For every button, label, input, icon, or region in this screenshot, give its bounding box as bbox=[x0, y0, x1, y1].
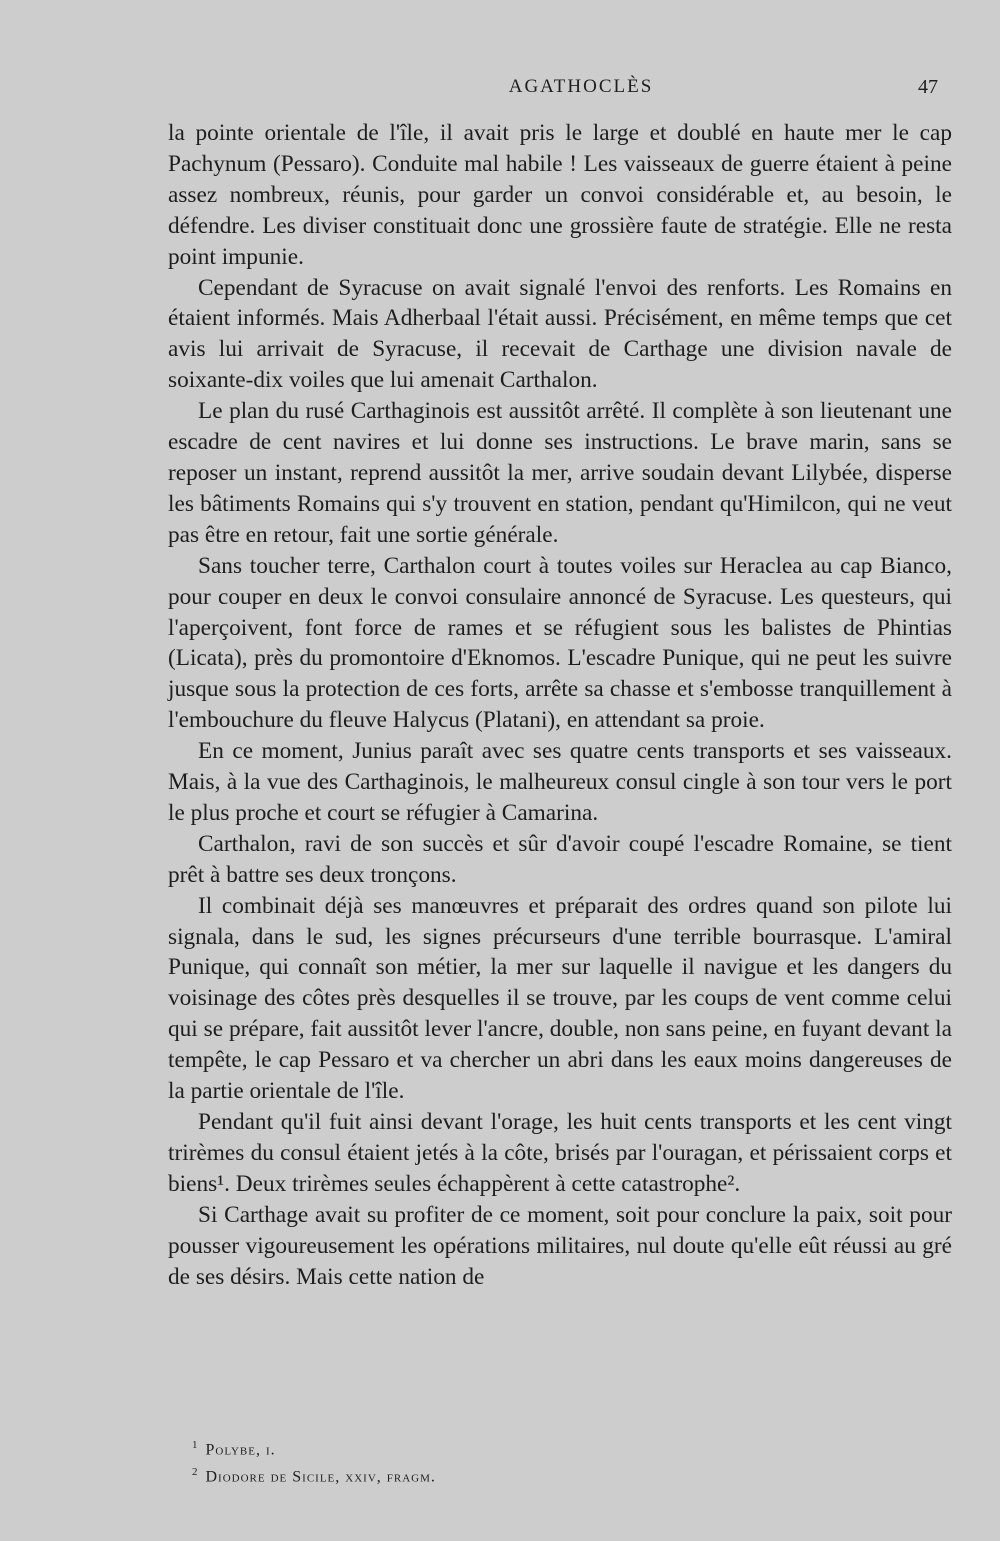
paragraph: Carthalon, ravi de son succès et sûr d'avoir coupé l'escadre Romaine, se tient prêt à battre ses deux tronçons. bbox=[168, 830, 952, 888]
footnote-mark: 2 bbox=[192, 1466, 198, 1479]
footnote-text: Polybe, i. bbox=[205, 1441, 276, 1459]
paragraph: Pendant qu'il fuit ainsi devant l'orage, les huit cents transports et les cent vingt trirèmes du consul étaient jetés à la côte, brisés par l'ouragan, et périssaient corps et biens¹. Deux trirèmes seules échappèrent à cette catastrophe². bbox=[168, 1109, 952, 1197]
paragraph: la pointe orientale de l'île, il avait pris le large et doublé en haute mer le cap Pachynum (Pessaro). Conduite mal habile ! Les vaisseaux de guerre étaient à peine assez nombreux, réunis, pour garder un convoi considérable et, au besoin, le défendre. Les diviser constituait donc une grossière faute de stratégie. Elle ne resta point impunie. bbox=[168, 120, 952, 270]
paragraph: Il combinait déjà ses manœuvres et préparait des ordres quand son pilote lui signala, dans le sud, les signes précurseurs d'une terrible bourrasque. L'amiral Punique, qui connaît son métier, la mer sur laquelle il navigue et les dangers du voisinage des côtes près desquelles il se trouve, par les coups de vent comme celui qui se prépare, fait aussitôt lever l'ancre, double, non sans peine, en fuyant devant la tempête, le cap Pessaro et va chercher un abri dans les eaux moins dangereuses de la partie orientale de l'île. bbox=[168, 892, 952, 1105]
footnote-text: Diodore de Sicile, xxiv, fragm. bbox=[205, 1468, 436, 1486]
paragraph: En ce moment, Junius paraît avec ses quatre cents transports et ses vaisseaux. Mais, à la vue des Carthaginois, le malheureux consul cingle à son tour vers le port le plus proche et court se réfugier à Camarina. bbox=[168, 738, 952, 826]
paragraph: Si Carthage avait su profiter de ce moment, soit pour conclure la paix, soit pour pousser vigoureusement les opérations militaires, nul doute qu'elle eût réussi au gré de ses désirs. Mais cette nation de bbox=[168, 1201, 952, 1290]
footnote-mark: 1 bbox=[192, 1439, 198, 1451]
body-text bbox=[168, 118, 952, 1292]
paragraph: Sans toucher terre, Carthalon court à toutes voiles sur Heraclea au cap Bianco, pour couper en deux le convoi consulaire annoncé de Syracuse. Les questeurs, qui l'aperçoivent, font force de rames et se réfugient sous les balistes de Phintias (Licata), près du promontoire d'Eknomos. L'escadre Punique, qui ne peut les suivre jusque sous la protection de ces forts, arrête sa chasse et s'embosse tranquillement à l'embouchure du fleuve Halycus (Platani), en attendant sa proie. bbox=[168, 552, 952, 734]
running-head bbox=[168, 76, 938, 106]
footnote bbox=[192, 1461, 892, 1488]
paragraph: Le plan du rusé Carthaginois est aussitôt arrêté. Il complète à son lieutenant une escadre de cent navires et lui donne ses instructions. Le brave marin, sans se reposer un instant, reprend aussitôt la mer, arrive soudain devant Lilybée, disperse les bâtiments Romains qui s'y trouvent en station, pendant qu'Himilcon, qui ne veut pas être en retour, fait une sortie générale. bbox=[168, 398, 952, 548]
running-head-title: AGATHOCLÈS bbox=[508, 76, 654, 97]
footnote bbox=[192, 1434, 892, 1461]
paragraph: Cependant de Syracuse on avait signalé l'envoi des renforts. Les Romains en étaient informés. Mais Adherbaal l'était aussi. Précisément, en même temps que cet avis lui arrivait de Syracuse, il recevait de Carthage une division navale de soixante-dix voiles que lui amenait Carthalon. bbox=[168, 274, 952, 394]
footnotes bbox=[192, 1434, 892, 1489]
page-number: 47 bbox=[918, 76, 938, 98]
